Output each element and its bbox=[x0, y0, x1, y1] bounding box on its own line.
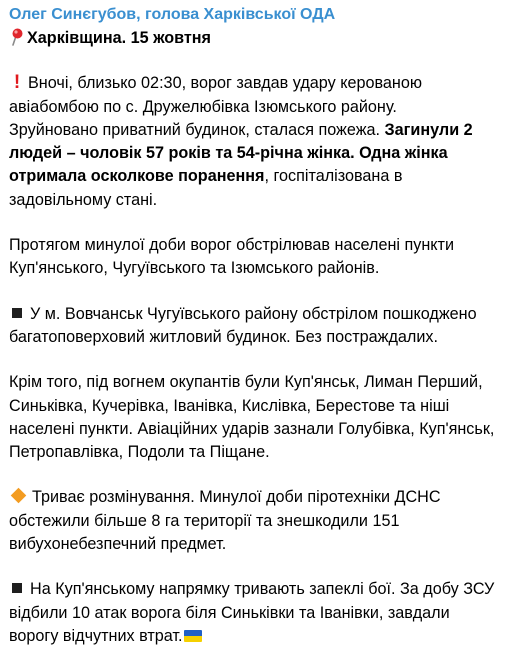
post-header-text: Харківщина. 15 жовтня bbox=[27, 29, 211, 47]
paragraph-text: На Куп'янському напрямку тривають запеклі бої. За добу ЗСУ bbox=[30, 580, 495, 599]
paragraph-text: вибухонебезпечний предмет. bbox=[9, 535, 227, 554]
bold-text: людей – чоловік 57 років та 54-річна жінка. Одна жінка bbox=[9, 144, 448, 163]
round-pushpin-icon bbox=[9, 28, 25, 46]
paragraph-night-strike bbox=[9, 72, 512, 212]
paragraph-shelling-summary bbox=[9, 234, 512, 281]
orange-diamond-icon bbox=[11, 488, 27, 504]
paragraph-text: Протягом минулої доби ворог обстрілював населені пункти bbox=[9, 236, 455, 255]
paragraph-text: Триває розмінування. Минулої доби піротехніки ДСНС bbox=[32, 488, 441, 507]
black-square-icon bbox=[12, 583, 22, 593]
paragraph-text: Петропавлівка, Подоли та Піщане. bbox=[9, 443, 270, 462]
paragraph-text: У м. Вовчанськ Чугуївського району обстрілом пошкоджено bbox=[30, 304, 477, 323]
paragraph-text: відбили 10 атак ворога біля Синьківки та Іванівки, завдали bbox=[9, 603, 450, 622]
paragraph-text: Крім того, під вогнем окупантів були Куп'янськ, Лиман Перший, bbox=[9, 373, 483, 392]
paragraph-kupiansk-front bbox=[9, 578, 512, 648]
bold-text: отримала осколкове поранення bbox=[9, 167, 265, 186]
paragraph-text: обстежили більше 8 га території та знешкодили 151 bbox=[9, 511, 400, 530]
exclamation-icon: ! bbox=[13, 72, 21, 94]
paragraph-text: Вночі, близько 02:30, ворог завдав удару керованою bbox=[28, 74, 422, 93]
ukraine-flag-icon bbox=[184, 630, 202, 642]
paragraph-text: Зруйновано приватний будинок, сталася пожежа. bbox=[9, 120, 385, 139]
paragraph-text: Куп'янського, Чугуївського та Ізюмського районів. bbox=[9, 259, 380, 278]
message-author[interactable]: Олег Синєгубов, голова Харківської ОДА bbox=[9, 6, 336, 23]
bold-text: Загинули 2 bbox=[384, 120, 473, 139]
paragraph-settlements bbox=[9, 371, 512, 464]
paragraph-text: авіабомбою по с. Дружелюбівка Ізюмського району. bbox=[9, 97, 397, 116]
paragraph-text: ворогу відчутних втрат. bbox=[9, 626, 183, 645]
paragraph-demining bbox=[9, 486, 512, 556]
paragraph-text: , госпіталізована в bbox=[264, 167, 403, 186]
black-square-icon bbox=[12, 308, 22, 318]
paragraph-text: задовільному стані. bbox=[9, 190, 158, 209]
paragraph-text: багатоповерховий житловий будинок. Без постраждалих. bbox=[9, 327, 438, 346]
paragraph-vovchansk bbox=[9, 303, 512, 350]
paragraph-text: Синьківка, Кучерівка, Іванівка, Кислівка, Берестове та ніші bbox=[9, 396, 450, 415]
paragraph-text: населені пункти. Авіаційних ударів зазнали Голубівка, Куп'янськ, bbox=[9, 419, 495, 438]
post-header bbox=[9, 27, 512, 50]
